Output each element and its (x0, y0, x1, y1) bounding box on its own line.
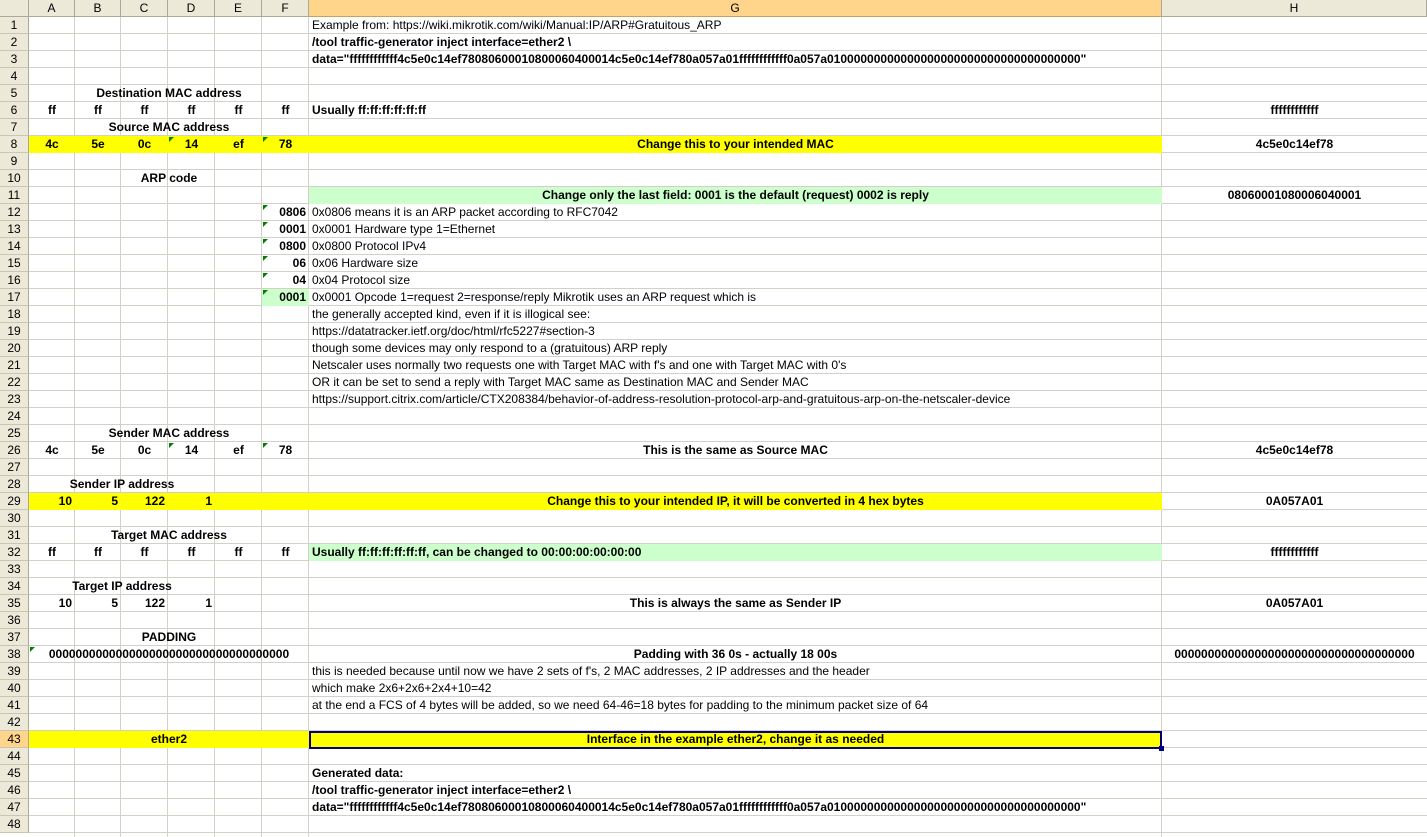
cell-a34[interactable]: Target IP address (72, 579, 172, 593)
column-header-c[interactable]: C (121, 0, 168, 17)
cell-g8[interactable]: Change this to your intended MAC (637, 137, 834, 151)
cell-d6[interactable]: ff (187, 103, 196, 117)
error-indicator-icon (263, 290, 268, 295)
cell-c6[interactable]: ff (140, 103, 149, 117)
row-header-1[interactable]: 1 (0, 17, 29, 34)
cell-g2[interactable]: /tool traffic-generator inject interface=ether2 \ (312, 35, 572, 49)
error-indicator-icon (263, 222, 268, 227)
cell-b26[interactable]: 5e (91, 443, 105, 457)
column-header-h[interactable]: H (1162, 0, 1427, 17)
cell-e8[interactable]: ef (233, 137, 244, 151)
cell-a43[interactable]: ether2 (150, 732, 188, 746)
column-header-b[interactable]: B (75, 0, 121, 17)
row-header-16[interactable]: 16 (0, 272, 29, 289)
row-header-11[interactable]: 11 (0, 187, 29, 204)
row-header-15[interactable]: 15 (0, 255, 29, 272)
cell-f8[interactable]: 78 (278, 137, 293, 151)
cell-h11[interactable]: 08060001080006040001 (1227, 188, 1362, 202)
cell-f32[interactable]: ff (281, 545, 290, 559)
row-header-32[interactable]: 32 (0, 544, 29, 561)
cell-b6[interactable]: ff (94, 103, 102, 117)
cell-d8[interactable]: 14 (184, 137, 199, 151)
cell-g21[interactable]: Netscaler uses normally two requests one with Target MAC with f's and one with Target MAC with 0's (312, 358, 847, 372)
row-header-30[interactable]: 30 (0, 510, 29, 527)
cell-h26[interactable]: 4c5e0c14ef78 (1255, 443, 1334, 457)
row-header-17[interactable]: 17 (0, 289, 29, 306)
cell-g6[interactable]: Usually ff:ff:ff:ff:ff:ff (312, 103, 426, 117)
row-header-18[interactable]: 18 (0, 306, 29, 323)
cell-d32[interactable]: ff (187, 545, 196, 559)
cell-g15[interactable]: 0x06 Hardware size (312, 256, 419, 270)
error-indicator-icon (30, 647, 35, 652)
cell-h32[interactable]: ffffffffffff (1270, 545, 1319, 559)
row-header-41[interactable]: 41 (0, 697, 29, 714)
cell-a25[interactable]: Sender MAC address (108, 426, 230, 440)
row-header-29[interactable]: 29 (0, 493, 29, 510)
cell-f12[interactable]: 0806 (279, 205, 306, 219)
cell-g35[interactable]: This is always the same as Sender IP (629, 596, 842, 610)
cell-g13[interactable]: 0x0001 Hardware type 1=Ethernet (312, 222, 496, 236)
row-header-9[interactable]: 9 (0, 153, 29, 170)
cell-g17[interactable]: 0x0001 Opcode 1=request 2=response/reply Mikrotik uses an ARP request which is (312, 290, 757, 304)
cell-b8[interactable]: 5e (91, 137, 105, 151)
cell-a28[interactable]: Sender IP address (69, 477, 175, 491)
cell-c29[interactable]: 122 (144, 494, 165, 508)
cell-a38[interactable]: 000000000000000000000000000000000000 (48, 647, 290, 661)
cell-a7[interactable]: Source MAC address (108, 120, 230, 134)
cell-g16[interactable]: 0x04 Protocol size (312, 273, 411, 287)
row-header-22[interactable]: 22 (0, 374, 29, 391)
error-indicator-icon (263, 273, 268, 278)
cell-f6[interactable]: ff (281, 103, 290, 117)
row-header-14[interactable]: 14 (0, 238, 29, 255)
cell-b32[interactable]: ff (94, 545, 102, 559)
cell-d29[interactable]: 1 (205, 494, 212, 508)
cell-f16[interactable]: 04 (292, 273, 306, 287)
row-header-13[interactable]: 13 (0, 221, 29, 238)
selected-cell-border (309, 731, 1162, 749)
cell-g40[interactable]: which make 2x6+2x6+2x4+10=42 (312, 681, 492, 695)
row-header-24[interactable]: 24 (0, 408, 29, 425)
row-header-2[interactable]: 2 (0, 34, 29, 51)
error-indicator-icon (169, 443, 174, 448)
cell-e6[interactable]: ff (234, 103, 243, 117)
cell-e32[interactable]: ff (234, 545, 243, 559)
row-header-21[interactable]: 21 (0, 357, 29, 374)
cell-g18[interactable]: the generally accepted kind, even if it is illogical see: (312, 307, 591, 321)
cell-g23[interactable]: https://support.citrix.com/article/CTX208384/behavior-of-address-resolution-protocol-arp-and-gratuitous-arp-on-the-netscaler-device (312, 392, 1011, 406)
error-indicator-icon (263, 256, 268, 261)
cell-h6[interactable]: ffffffffffff (1270, 103, 1319, 117)
cell-g32[interactable]: Usually ff:ff:ff:ff:ff:ff, can be changed to 00:00:00:00:00:00 (312, 545, 642, 559)
cell-f14[interactable]: 0800 (279, 239, 306, 253)
cell-b35[interactable]: 5 (111, 596, 118, 610)
row-header-34[interactable]: 34 (0, 578, 29, 595)
row-header-23[interactable]: 23 (0, 391, 29, 408)
column-header-d[interactable]: D (168, 0, 215, 17)
cell-a29[interactable]: 10 (58, 494, 72, 508)
row-header-39[interactable]: 39 (0, 663, 29, 680)
cell-g39[interactable]: this is needed because until now we have 2 sets of f's, 2 MAC addresses, 2 IP addresses and the header (312, 664, 870, 678)
row-header-46[interactable]: 46 (0, 782, 29, 799)
row-header-8[interactable]: 8 (0, 136, 29, 153)
row-header-19[interactable]: 19 (0, 323, 29, 340)
row-header-10[interactable]: 10 (0, 170, 29, 187)
row-header-28[interactable]: 28 (0, 476, 29, 493)
cell-g19[interactable]: https://datatracker.ietf.org/doc/html/rfc5227#section-3 (312, 324, 595, 338)
cell-h38[interactable]: 000000000000000000000000000000000000 (1174, 647, 1415, 661)
column-header-g[interactable]: G (309, 0, 1162, 17)
row-header-7[interactable]: 7 (0, 119, 29, 136)
row-header-5[interactable]: 5 (0, 85, 29, 102)
cell-g47[interactable]: data="ffffffffffff4c5e0c14ef78080600010800060400014c5e0c14ef780a057a01ffffffffffff0a057a01000000000000000000000000000000000000" (312, 800, 1087, 814)
cell-a37[interactable]: PADDING (141, 630, 197, 644)
row-header-37[interactable]: 37 (0, 629, 29, 646)
cell-h29[interactable]: 0A057A01 (1265, 494, 1324, 508)
row-header-45[interactable]: 45 (0, 765, 29, 782)
row-header-4[interactable]: 4 (0, 68, 29, 85)
row-header-35[interactable]: 35 (0, 595, 29, 612)
cell-f17[interactable]: 0001 (279, 290, 306, 304)
row-header-31[interactable]: 31 (0, 527, 29, 544)
cell-e26[interactable]: ef (233, 443, 244, 457)
cell-g3[interactable]: data="ffffffffffff4c5e0c14ef78080600010800060400014c5e0c14ef780a057a01ffffffffffff0a057a01000000000000000000000000000000000000" (312, 52, 1087, 66)
row-header-42[interactable]: 42 (0, 714, 29, 731)
cell-a8[interactable]: 4c (45, 137, 59, 151)
cell-f15[interactable]: 06 (292, 256, 306, 270)
row-header-38[interactable]: 38 (0, 646, 29, 663)
cell-a10[interactable]: ARP code (140, 171, 198, 185)
cell-g41[interactable]: at the end a FCS of 4 bytes will be added, so we need 64-46=18 bytes for padding to the minimum packet size of 64 (312, 698, 929, 712)
cell-h35[interactable]: 0A057A01 (1265, 596, 1324, 610)
cell-g38[interactable]: Padding with 36 0s - actually 18 00s (633, 647, 838, 661)
cell-b29[interactable]: 5 (111, 494, 118, 508)
cell-c32[interactable]: ff (140, 545, 149, 559)
cell-g26[interactable]: This is the same as Source MAC (643, 443, 828, 457)
cell-f26[interactable]: 78 (278, 443, 293, 457)
column-header-f[interactable]: F (262, 0, 309, 17)
cell-f13[interactable]: 0001 (279, 222, 306, 236)
cell-g12[interactable]: 0x0806 means it is an ARP packet according to RFC7042 (312, 205, 618, 219)
row-header-40[interactable]: 40 (0, 680, 29, 697)
error-indicator-icon (263, 443, 268, 448)
cell-g43[interactable]: Interface in the example ether2, change it as needed (586, 732, 885, 746)
row-header-6[interactable]: 6 (0, 102, 29, 119)
cell-a6[interactable]: ff (48, 103, 56, 117)
cell-g29[interactable]: Change this to your intended IP, it will be converted in 4 hex bytes (547, 494, 924, 508)
cell-a32[interactable]: ff (48, 545, 56, 559)
error-indicator-icon (263, 239, 268, 244)
row-header-27[interactable]: 27 (0, 459, 29, 476)
cell-d35[interactable]: 1 (205, 596, 212, 610)
error-indicator-icon (263, 137, 268, 142)
error-indicator-icon (263, 205, 268, 210)
cell-g11[interactable]: Change only the last field: 0001 is the default (request) 0002 is reply (542, 188, 929, 202)
cell-c26[interactable]: 0c (137, 443, 152, 457)
cell-g45[interactable]: Generated data: (312, 766, 404, 780)
error-indicator-icon (169, 137, 174, 142)
row-header-26[interactable]: 26 (0, 442, 29, 459)
row-header-44[interactable]: 44 (0, 748, 29, 765)
cell-a31[interactable]: Target MAC address (111, 528, 227, 542)
select-all-corner[interactable] (0, 0, 29, 17)
cell-d26[interactable]: 14 (184, 443, 199, 457)
cell-g20[interactable]: though some devices may only respond to a (gratuitous) ARP reply (312, 341, 668, 355)
row-header-36[interactable]: 36 (0, 612, 29, 629)
column-header-e[interactable]: E (215, 0, 262, 17)
row-header-33[interactable]: 33 (0, 561, 29, 578)
cell-h8[interactable]: 4c5e0c14ef78 (1255, 137, 1334, 151)
row-header-20[interactable]: 20 (0, 340, 29, 357)
row-header-47[interactable]: 47 (0, 799, 29, 816)
cell-c8[interactable]: 0c (137, 137, 152, 151)
cell-g22[interactable]: OR it can be set to send a reply with Target MAC same as Destination MAC and Sender MAC (312, 375, 809, 389)
cell-a35[interactable]: 10 (58, 596, 72, 610)
row-header-48[interactable]: 48 (0, 816, 29, 833)
row-header-12[interactable]: 12 (0, 204, 29, 221)
column-header-a[interactable]: A (29, 0, 75, 17)
row-header-25[interactable]: 25 (0, 425, 29, 442)
row-header-43[interactable]: 43 (0, 731, 29, 748)
cell-g14[interactable]: 0x0800 Protocol IPv4 (312, 239, 427, 253)
cell-a5[interactable]: Destination MAC address (96, 86, 242, 100)
row-header-3[interactable]: 3 (0, 51, 29, 68)
cell-a26[interactable]: 4c (45, 443, 59, 457)
cell-g46[interactable]: /tool traffic-generator inject interface=ether2 \ (312, 783, 572, 797)
fill-handle[interactable] (1159, 746, 1164, 751)
cell-c35[interactable]: 122 (144, 596, 165, 610)
cell-g1[interactable]: Example from: https://wiki.mikrotik.com/wiki/Manual:IP/ARP#Gratuitous_ARP (312, 18, 722, 32)
